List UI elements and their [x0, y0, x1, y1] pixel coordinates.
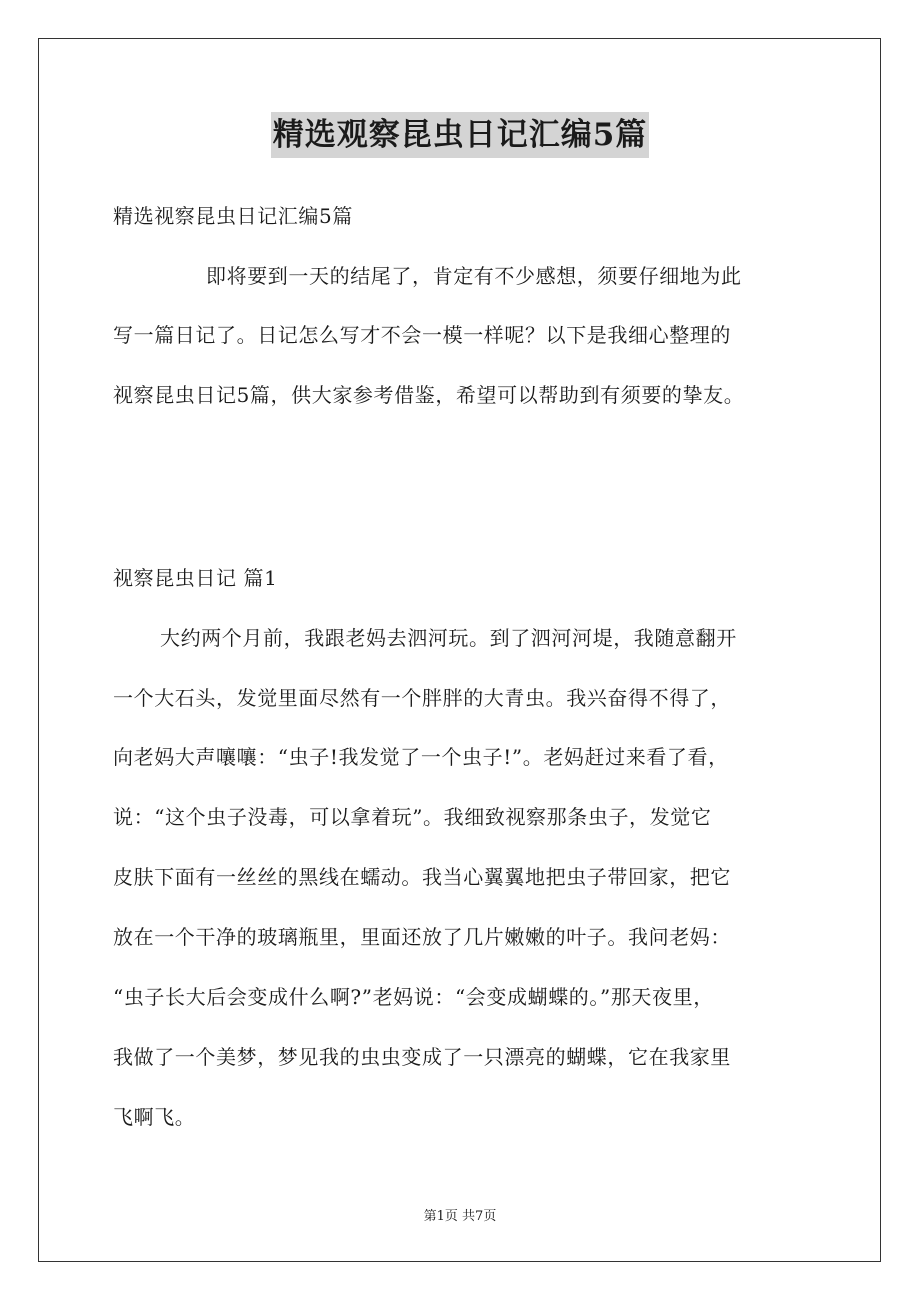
- page-footer: 第1页 共7页: [423, 1209, 497, 1224]
- section-heading: 视察昆虫日记 篇1: [113, 566, 278, 590]
- title-container: [0, 112, 920, 158]
- intro-line-2: 写一篇日记了。日记怎么写才不会一模一样呢？以下是我细心整理的: [113, 323, 731, 347]
- body-line-1: 大约两个月前，我跟老妈去泗河玩。到了泗河河堤，我随意翻开: [160, 626, 737, 650]
- body-line-3: 向老妈大声嚷嚷：“虫子!我发觉了一个虫子!”。老妈赶过来看了看，: [113, 745, 729, 769]
- body-line-8: 我做了一个美梦，梦见我的虫虫变成了一只漂亮的蝴蝶，它在我家里: [113, 1045, 731, 1069]
- body-line-2: 一个大石头，发觉里面尽然有一个胖胖的大青虫。我兴奋得不得了，: [113, 686, 731, 710]
- document-title: 精选观察昆虫日记汇编5篇: [271, 112, 650, 158]
- document-subtitle: 精选视察昆虫日记汇编5篇: [113, 204, 353, 228]
- body-line-6: 放在一个干净的玻璃瓶里，里面还放了几片嫩嫩的叶子。我问老妈：: [113, 925, 731, 949]
- intro-line-1: 即将要到一天的结尾了，肯定有不少感想，须要仔细地为此: [206, 264, 742, 288]
- intro-line-3: 视察昆虫日记5篇，供大家参考借鉴，希望可以帮助到有须要的挚友。: [113, 383, 745, 407]
- body-line-7: “虫子长大后会变成什么啊?”老妈说：“会变成蝴蝶的。”那天夜里，: [113, 985, 714, 1009]
- body-line-9: 飞啊飞。: [113, 1105, 196, 1129]
- body-line-4: 说：“这个虫子没毒，可以拿着玩”。我细致视察那条虫子，发觉它: [113, 805, 712, 829]
- body-line-5: 皮肤下面有一丝丝的黑线在蠕动。我当心翼翼地把虫子带回家，把它: [113, 865, 731, 889]
